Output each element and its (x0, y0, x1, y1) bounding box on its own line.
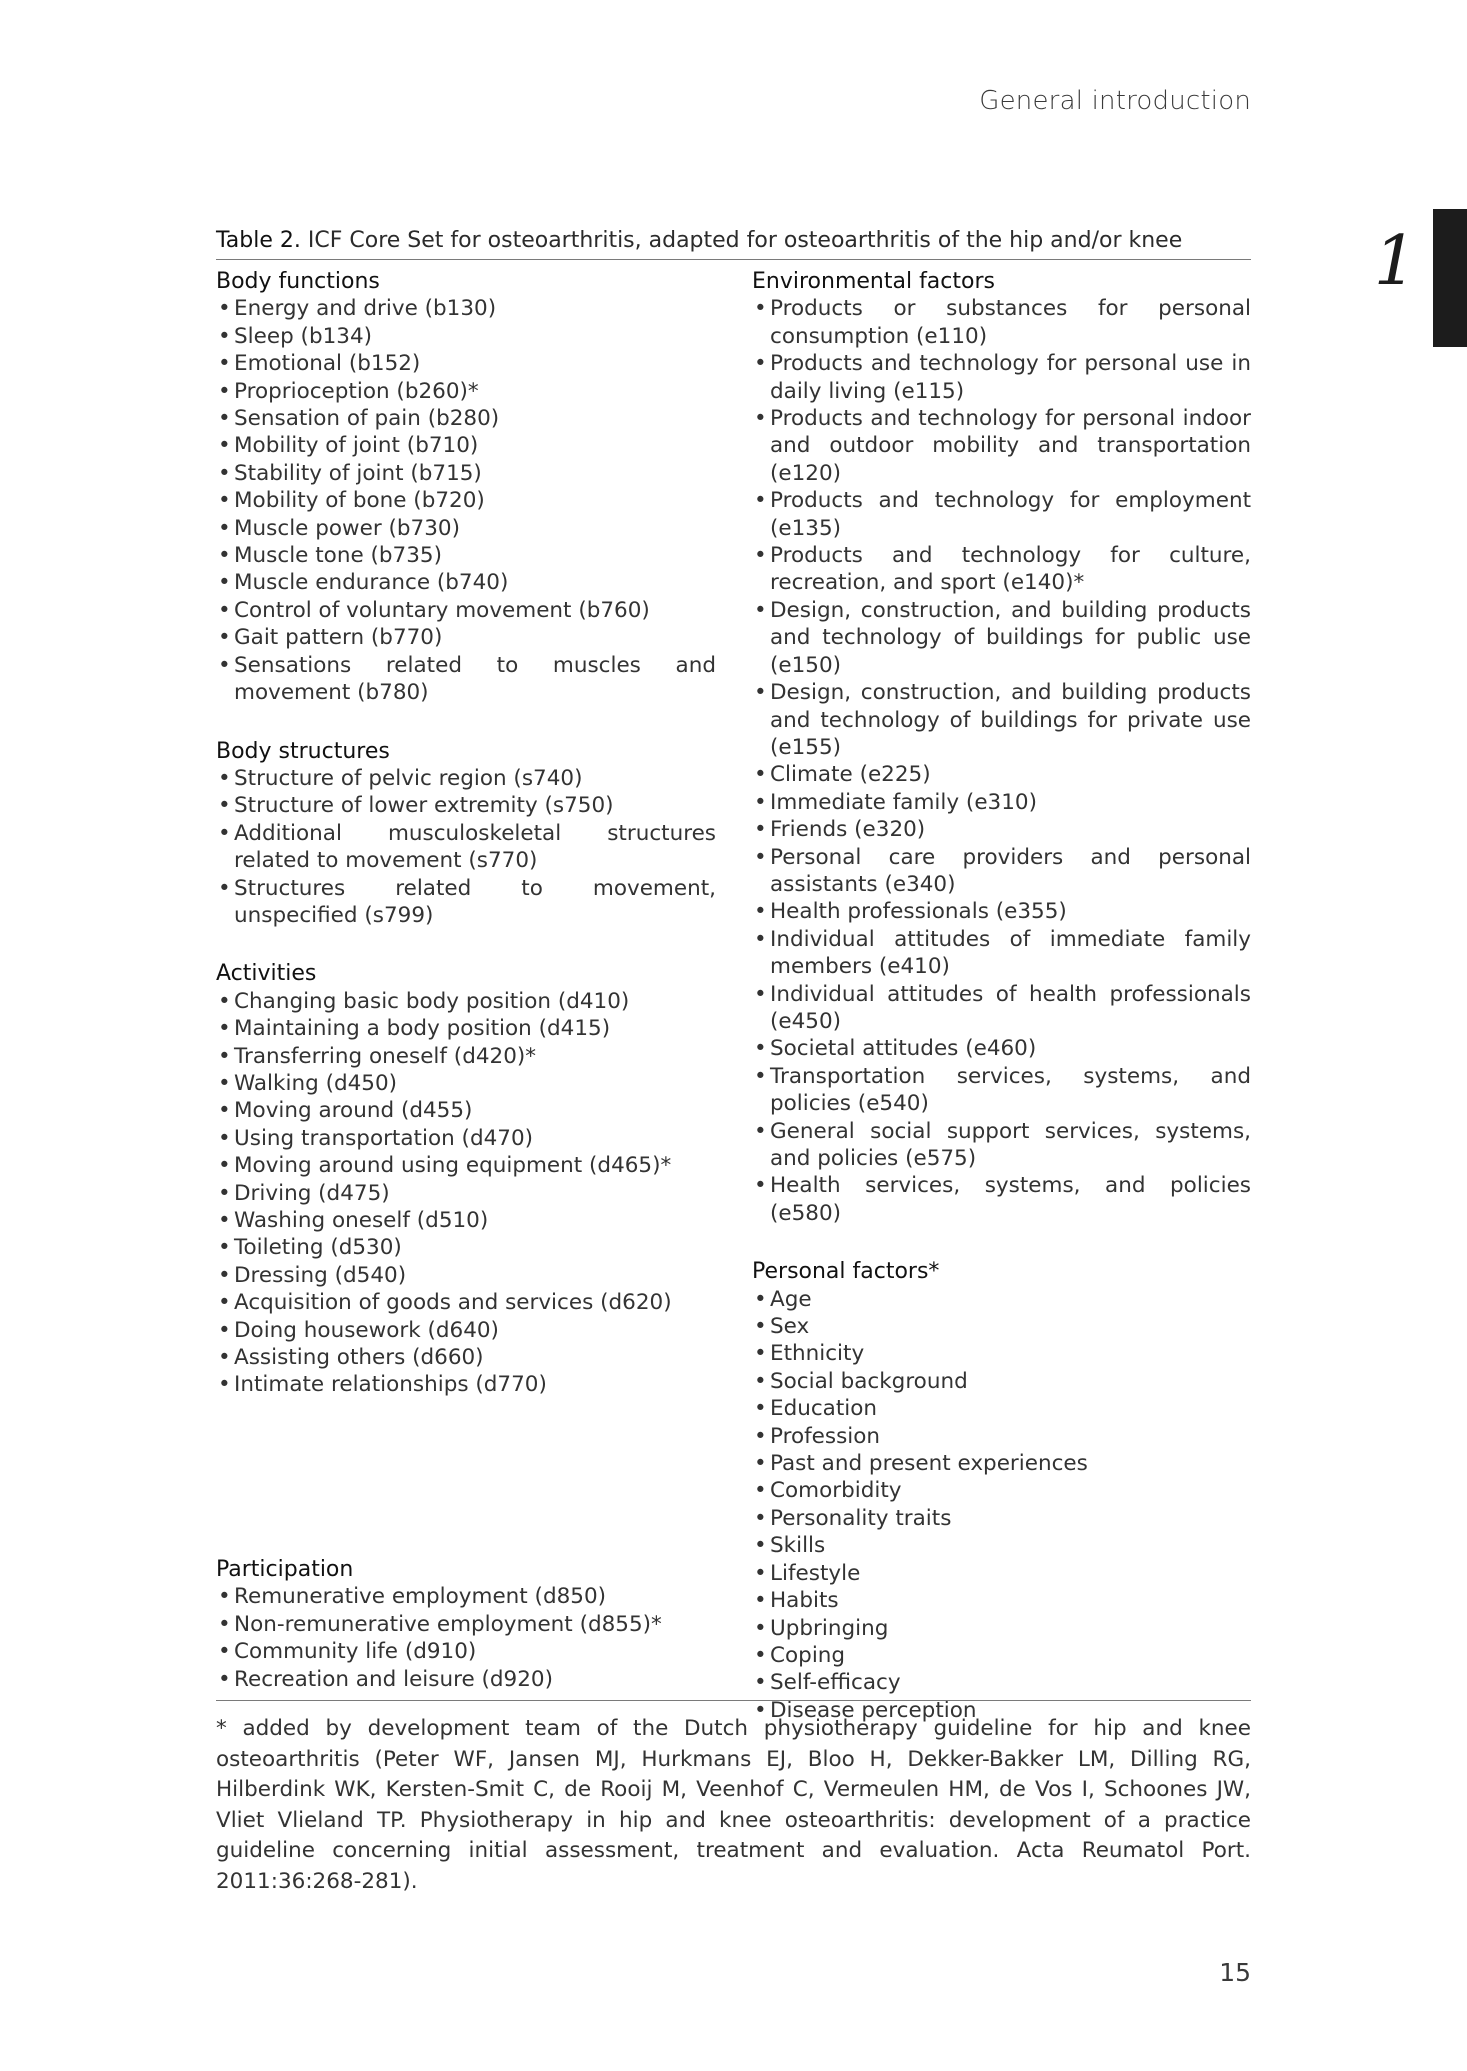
section-title-environmental-factors: Environmental factors (752, 269, 995, 294)
list-item: • Personal care providers and personal assistants (e340) (752, 844, 1251, 899)
list-item: • Control of voluntary movement (b760) (216, 597, 716, 624)
list-item: • Health services, systems, and policies (e580) (752, 1172, 1251, 1227)
list-item: • Remunerative employment (d850) (216, 1583, 716, 1610)
participation-section (216, 1556, 716, 1693)
list-item: • Dressing (d540) (216, 1262, 716, 1289)
list-item: • Past and present experiences (752, 1450, 1251, 1477)
list-item: • Products and technology for personal use in daily living (e115) (752, 350, 1251, 405)
right-column (752, 268, 1251, 1724)
list-item: • Friends (e320) (752, 816, 1251, 843)
section-title-body-structures: Body structures (216, 738, 390, 764)
list-item: • Maintaining a body position (d415) (216, 1015, 716, 1042)
list-item: • Social background (752, 1368, 1251, 1395)
list-item: • Societal attitudes (e460) (752, 1035, 1251, 1062)
table-caption-text: ICF Core Set for osteoarthritis, adapted for osteoarthritis of the hip and/or knee (307, 228, 1183, 253)
list-body-functions (216, 295, 716, 706)
list-item: • Muscle tone (b735) (216, 542, 716, 569)
list-item: • Education (752, 1395, 1251, 1422)
list-item: • Individual attitudes of health professionals (e450) (752, 981, 1251, 1036)
list-item: • Immediate family (e310) (752, 789, 1251, 816)
list-item: • Sensation of pain (b280) (216, 405, 716, 432)
list-item: • Washing oneself (d510) (216, 1207, 716, 1234)
list-item: • Profession (752, 1423, 1251, 1450)
list-item: • Sleep (b134) (216, 323, 716, 350)
list-item: • Structure of lower extremity (s750) (216, 792, 716, 819)
page-number: 15 (1219, 1958, 1251, 1987)
chapter-tab (1433, 209, 1467, 347)
list-item: • Design, construction, and building products and technology of buildings for public use (e150) (752, 597, 1251, 679)
list-item: • Energy and drive (b130) (216, 295, 716, 322)
section-title-activities: Activities (216, 961, 317, 987)
list-item: • Ethnicity (752, 1340, 1251, 1367)
list-item: • Disease perception (752, 1697, 1251, 1724)
list-item: • Assisting others (d660) (216, 1344, 716, 1371)
list-participation (216, 1583, 716, 1693)
list-item: • General social support services, systems, and policies (e575) (752, 1118, 1251, 1173)
list-item: • Comorbidity (752, 1477, 1251, 1504)
list-item: • Habits (752, 1587, 1251, 1614)
list-activities (216, 988, 716, 1399)
list-item: • Climate (e225) (752, 761, 1251, 788)
list-item: • Acquisition of goods and services (d620) (216, 1289, 716, 1316)
list-personal-factors (752, 1286, 1251, 1725)
running-title: General introduction (979, 86, 1251, 116)
list-body-structures (216, 765, 716, 929)
list-item: • Stability of joint (b715) (216, 460, 716, 487)
list-item: • Self-efficacy (752, 1669, 1251, 1696)
list-environmental-factors (752, 295, 1251, 1227)
list-item: • Design, construction, and building products and technology of buildings for private use (e155) (752, 679, 1251, 761)
list-item: • Community life (d910) (216, 1638, 716, 1665)
list-item: • Products and technology for culture, recreation, and sport (e140)* (752, 542, 1251, 597)
list-item: • Structure of pelvic region (s740) (216, 765, 716, 792)
list-item: • Walking (d450) (216, 1070, 716, 1097)
table-footnote: * added by development team of the Dutch physiotherapy guideline for hip and knee osteoarthritis (Peter WF, Jansen MJ, Hurkmans EJ, Bloo H, Dekker-Bakker LM, Dilling RG, Hilberdink WK, Kersten-Smit C, de Rooij M, Veenhof C, Vermeulen HM, de Vos I, Schoones JW, Vliet Vlieland TP. Physiotherapy in hip and knee osteoarthritis: development of a practice guideline concerning initial assessment, treatment and evaluation. Acta Reumatol Port. 2011:36:268-281). (216, 1716, 1251, 1894)
list-item: • Additional musculoskeletal structures related to movement (s770) (216, 820, 716, 875)
table-caption (216, 227, 1251, 260)
table-bottom-rule (216, 1700, 1251, 1701)
list-item: • Intimate relationships (d770) (216, 1371, 716, 1398)
list-item: • Driving (d475) (216, 1180, 716, 1207)
list-item: • Sex (752, 1313, 1251, 1340)
table-label: Table 2. (216, 228, 301, 253)
list-item: • Mobility of bone (b720) (216, 487, 716, 514)
list-item: • Products and technology for personal indoor and outdoor mobility and transportation (e120) (752, 405, 1251, 487)
list-item: • Changing basic body position (d410) (216, 988, 716, 1015)
left-column (216, 268, 716, 1399)
list-item: • Mobility of joint (b710) (216, 432, 716, 459)
list-item: • Transferring oneself (d420)* (216, 1043, 716, 1070)
list-item: • Transportation services, systems, and policies (e540) (752, 1063, 1251, 1118)
list-item: • Emotional (b152) (216, 350, 716, 377)
list-item: • Individual attitudes of immediate family members (e410) (752, 926, 1251, 981)
list-item: • Personality traits (752, 1505, 1251, 1532)
chapter-number: 1 (1373, 222, 1417, 301)
list-item: • Products and technology for employment (e135) (752, 487, 1251, 542)
list-item: • Toileting (d530) (216, 1234, 716, 1261)
list-item: • Moving around using equipment (d465)* (216, 1152, 716, 1179)
list-item: • Health professionals (e355) (752, 898, 1251, 925)
section-title-personal-factors: Personal factors* (752, 1259, 940, 1285)
list-item: • Lifestyle (752, 1560, 1251, 1587)
list-item: • Proprioception (b260)* (216, 378, 716, 405)
list-item: • Recreation and leisure (d920) (216, 1666, 716, 1693)
list-item: • Using transportation (d470) (216, 1125, 716, 1152)
list-item: • Age (752, 1286, 1251, 1313)
list-item: • Structures related to movement, unspecified (s799) (216, 875, 716, 930)
list-item: • Muscle endurance (b740) (216, 569, 716, 596)
list-item: • Gait pattern (b770) (216, 624, 716, 651)
list-item: • Coping (752, 1642, 1251, 1669)
section-title-participation: Participation (216, 1557, 354, 1582)
list-item: • Muscle power (b730) (216, 515, 716, 542)
list-item: • Doing housework (d640) (216, 1317, 716, 1344)
list-item: • Non-remunerative employment (d855)* (216, 1611, 716, 1638)
list-item: • Moving around (d455) (216, 1097, 716, 1124)
section-title-body-functions: Body functions (216, 269, 380, 294)
list-item: • Products or substances for personal consumption (e110) (752, 295, 1251, 350)
list-item: • Skills (752, 1532, 1251, 1559)
list-item: • Sensations related to muscles and movement (b780) (216, 652, 716, 707)
list-item: • Upbringing (752, 1615, 1251, 1642)
